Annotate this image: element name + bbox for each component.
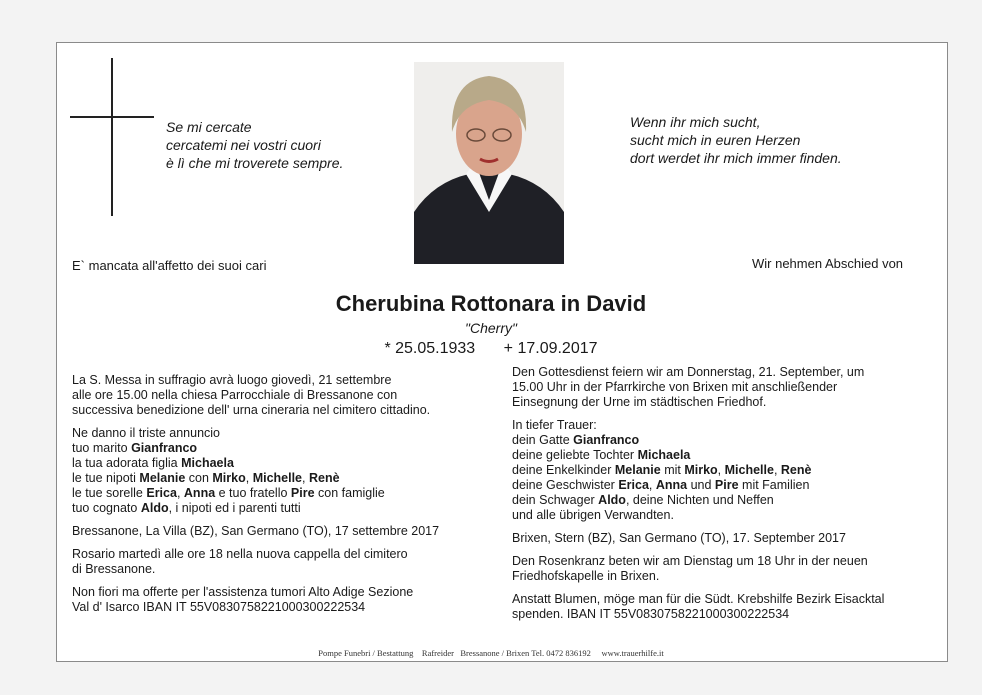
donation-line: Anstatt Blumen, möge man für die Südt. Krebshilfe Bezirk Eisacktal (512, 592, 885, 606)
mass-line: alle ore 15.00 nella chiesa Parrocchiale di Bressanone con (72, 388, 398, 402)
place-date: Bressanone, La Villa (BZ), San Germano (TO), 17 settembre 2017 (72, 524, 440, 538)
text-fragment: , (648, 478, 656, 492)
text-fragment: le tue nipoti (72, 471, 140, 485)
mourner-line (72, 456, 492, 471)
mourner-line (512, 433, 932, 448)
bold-name: Michelle (252, 471, 303, 485)
bold-name: Pire (290, 486, 315, 500)
italian-column (72, 373, 492, 615)
text-fragment: deine geliebte Tochter (512, 448, 638, 462)
text-fragment: deine Enkelkinder (512, 463, 615, 477)
portrait-photo (414, 62, 564, 264)
mass-line: 15.00 Uhr in der Pfarrkirche von Brixen mit anschließender (512, 380, 838, 394)
deceased-name: Cherubina Rottonara in David (335, 291, 647, 316)
bold-name: Michaela (181, 456, 234, 470)
text-fragment: mit Familien (738, 478, 810, 492)
text-fragment: dein Gatte (512, 433, 574, 447)
death-date: + 17.09.2017 (503, 340, 598, 357)
text-fragment: , i nipoti ed i parenti tutti (168, 501, 301, 515)
rosary-line: Friedhofskapelle in Brixen. (512, 569, 660, 583)
mourner-line (512, 463, 932, 478)
portrait-image (414, 62, 564, 264)
bold-name: Renè (780, 463, 812, 477)
bold-name: Anna (655, 478, 688, 492)
birth-date: * 25.05.1933 (384, 340, 476, 357)
mourner-line (512, 448, 932, 463)
text-fragment: con (185, 471, 213, 485)
donation-line: Non fiori ma offerte per l'assistenza tumori Alto Adige Sezione (72, 585, 414, 599)
mass-line: successiva benedizione dell' urna cineraria nel cimitero cittadino. (72, 403, 431, 417)
mourner-line (512, 493, 932, 508)
text-fragment: , (176, 486, 184, 500)
bold-name: Michelle (724, 463, 774, 477)
mourner-line (512, 478, 932, 493)
funeral-home-footer: Pompe Funebri / Bestattung Rafreider Bressanone / Brixen Tel. 0472 836192 www.trauerhilfe.it (318, 648, 664, 658)
mass-line: Einsegnung der Urne im städtischen Friedhof. (512, 395, 767, 409)
bold-name: Anna (183, 486, 216, 500)
rosary-line: Rosario martedì alle ore 18 nella nuova cappella del cimitero (72, 547, 408, 561)
quote-italian: Se mi cercate cercatemi nei vostri cuori è lì che mi troverete sempre. (166, 119, 344, 171)
mass-line: La S. Messa in suffragio avrà luogo giovedì, 21 settembre (72, 373, 392, 387)
announce-line: Ne danno il triste annuncio (72, 426, 221, 440)
bold-name: Pire (714, 478, 739, 492)
announce-line: In tiefer Trauer: (512, 418, 597, 432)
text-fragment: tuo marito (72, 441, 132, 455)
bold-name: Erica (146, 486, 177, 500)
german-column (512, 365, 932, 622)
rosary-line: di Bressanone. (72, 562, 156, 576)
bold-name: Renè (308, 471, 340, 485)
text-fragment: dein Schwager (512, 493, 599, 507)
nickname: "Cherry" (465, 320, 517, 336)
text-fragment: con famiglie (314, 486, 385, 500)
cross-icon (111, 58, 113, 216)
bold-name: Mirko (212, 471, 246, 485)
rosary-line: Den Rosenkranz beten wir am Dienstag um 18 Uhr in der neuen (512, 554, 868, 568)
intro-german: Wir nehmen Abschied von (752, 256, 904, 271)
text-fragment: , (302, 471, 309, 485)
bold-name: Melanie (139, 471, 186, 485)
text-fragment: e tuo fratello (215, 486, 291, 500)
bold-name: Aldo (140, 501, 169, 515)
text-fragment: mit (660, 463, 685, 477)
mourner-line (72, 471, 492, 486)
donation-line: Val d' Isarco IBAN IT 55V0830758221000300222534 (72, 600, 366, 614)
text-fragment: , (773, 463, 781, 477)
bold-name: Erica (618, 478, 649, 492)
bold-name: Melanie (614, 463, 661, 477)
text-fragment: tuo cognato (72, 501, 141, 515)
intro-italian: E` mancata all'affetto dei suoi cari (72, 258, 267, 273)
mass-line: Den Gottesdienst feiern wir am Donnerstag, 21. September, um (512, 365, 865, 379)
text-fragment: deine Geschwister (512, 478, 619, 492)
place-date: Brixen, Stern (BZ), San Germano (TO), 17. September 2017 (512, 531, 846, 545)
mourner-line (72, 501, 492, 516)
mourner-line: und alle übrigen Verwandten. (512, 508, 674, 522)
cross-icon-bar (70, 116, 154, 118)
bold-name: Mirko (684, 463, 718, 477)
bold-name: Aldo (598, 493, 626, 507)
mourner-line (72, 441, 492, 456)
text-fragment: und (687, 478, 715, 492)
bold-name: Gianfranco (131, 441, 198, 455)
donation-line: spenden. IBAN IT 55V0830758221000300222534 (512, 607, 790, 621)
mourner-line (72, 486, 492, 501)
text-fragment: , (245, 471, 253, 485)
bold-name: Michaela (637, 448, 691, 462)
bold-name: Gianfranco (573, 433, 640, 447)
text-fragment: , deine Nichten und Neffen (625, 493, 774, 507)
text-fragment: le tue sorelle (72, 486, 147, 500)
text-fragment: , (717, 463, 725, 477)
quote-german: Wenn ihr mich sucht, sucht mich in euren Herzen dort werdet ihr mich immer finden. (630, 114, 842, 166)
text-fragment: la tua adorata figlia (72, 456, 182, 470)
life-dates (0, 340, 982, 358)
